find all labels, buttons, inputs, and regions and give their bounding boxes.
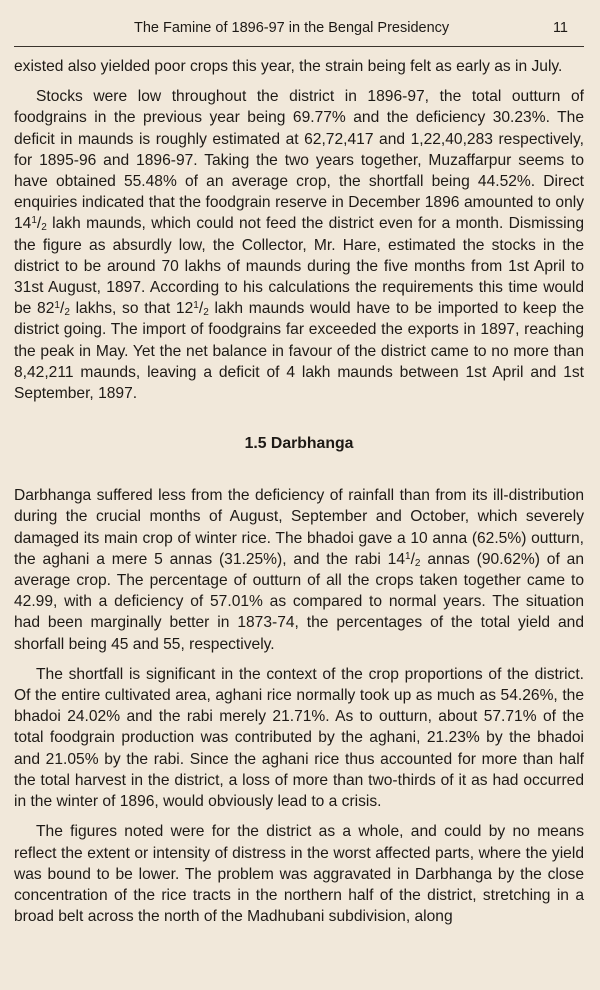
fraction-numerator: 1 [31,215,37,227]
running-header [14,18,584,38]
paragraph-muzaffarpur-stocks: Stocks were low throughout the district in 1896-97, the total outturn of foodgrains in the previous year being 69.77% and the deficiency 30.23%. The deficit in maunds is roughly estimated at 62,72,417 and 1,22,40,283 respectively, for 1895-96 and 1896-97. Taking the two years together, Muzaffarpur seems to have obtained 55.48% of an average crop, the shortfall being 44.52%. Direct enquiries indicated that the foodgrain reserve in December 1896 amounted to only $14^1/2$ lakh maunds, which could not feed the district even for a month. Dismissing the figure as absurdly low, the Collector, Mr. Hare, estimated the stocks in the district to be around 70 lakhs of maunds during the five months from 1st April to 31st August, 1897. According to his calculations the requirements this time would be $82^1/2$ lakhs, so that $12^1/2$ lakh maunds would have to be imported to keep the district going. The import of foodgrains far exceeded the exports in 1897, reaching the peak in May. Yet the net balance in favour of the district came to no more than 8,42,211 maunds, leaving a deficit of 4 lakh maunds between 1st April and 1st September, 1897. [14,88,585,403]
page-number: 11 [552,20,568,36]
fraction-numerator: 1 [193,300,199,312]
fraction-denominator: 2 [64,307,70,319]
fraction-numerator: 1 [54,300,60,312]
fraction-denominator: 2 [41,222,47,234]
fraction-numerator: 1 [405,550,411,562]
fraction-denominator: 2 [414,557,421,569]
running-title: The Famine of 1896-97 in the Bengal Presidency [134,20,450,36]
text-run: Stocks were low throughout the district in 1896-97, the total outturn of foodgrains in the previous year being 69.77% and the deficiency 30.23%. The deficit in maunds is roughly estimated at 62,72,417 and 1,22,40,283 respectively, for 1895-96 and 1896-97. Taking the two years together, Muzaffarpur seems to have obtained 55.48% of an average crop, the shortfall being 44.52%. Direct enquiries indicated that the foodgrain reserve in December 1896 amounted to only 14 [14,88,584,233]
text-run: lakhs, so that 12 [69,300,194,318]
paragraph-crop-proportions: The shortfall is significant in the context of the crop proportions of the district. Of the entire cultivated area, aghani rice normally took up as much as 54.26%, the bhadoi 24.02% and the rabi merely 21.71%. As to outturn, about 57.71% of the total foodgrain production was contributed by the aghani, 21.23% by the bhadoi and 21.05% by the rabi. Since the aghani rice thus accounted for more than half the total harvest in the district, a loss of more than two-thirds of it as had occurred in the winter of 1896, would obviously lead to a crisis. [14,665,584,811]
text-run: Darbhanga suffered less from the deficiency of rainfall than from its ill-distribution during the crucial months of August, September and October, which severely damaged its main crop of winter rice. The bhadoi gave a 10 anna (62.5%) outturn, the aghani a mere 5 annas (31.25%), and the rabi 14 [14,487,584,568]
text-run: annas (90.62%) of an average crop. The percentage of outturn of all the crops taken together came to 42.99, with a deficiency of 57.01% as compared to normal years. The situation had been marginally better in 1873-74, the percentages of the total yield and shorfall being 45 and 55, respectively. [14,550,584,653]
body-text [14,56,584,927]
fraction-denominator: 2 [203,307,209,319]
text-run: lakh maunds, which could not feed the district even for a month. Dismissing the figure as absurdly low, the Collector, Mr. Hare, estimated the stocks in the district to be around 70 lakhs of maunds during the five months from 1st April to 31st August, 1897. According to his calculations the requirements this time would be 82 [14,215,584,318]
section-heading: 1.5 Darbhanga [244,435,354,453]
header-rule [14,46,584,47]
text-run: lakh maunds would have to be imported to keep the district going. The import of foodgrains far exceeded the exports in 1897, reaching the peak in May. Yet the net balance in favour of the district came to no more than 8,42,211 maunds, leaving a deficit of 4 lakh maunds between 1st April and 1st September, 1897. [14,300,585,403]
paragraph-distress-extent: The figures noted were for the district as a whole, and could by no means reflect the extent or intensity of distress in the worst affected parts, where the yield was bound to be lower. The problem was aggravated in Darbhanga by the close concentration of the rice tracts in the northern half of the district, stretching in a broad belt across the north of the Madhubani subdivision, along [14,823,584,926]
paragraph-darbhanga-rainfall: Darbhanga suffered less from the deficiency of rainfall than from its ill-distribution during the crucial months of August, September and October, which severely damaged its main crop of winter rice. The bhadoi gave a 10 anna (62.5%) outturn, the aghani a mere 5 annas (31.25%), and the rabi $14^1/2$ annas (90.62%) of an average crop. The percentage of outturn of all the crops taken together came to 42.99, with a deficiency of 57.01% as compared to normal years. The situation had been marginally better in 1873-74, the percentages of the total yield and shorfall being 45 and 55, respectively. [14,487,584,653]
paragraph-continued: existed also yielded poor crops this year, the strain being felt as early as in July. [14,58,563,75]
